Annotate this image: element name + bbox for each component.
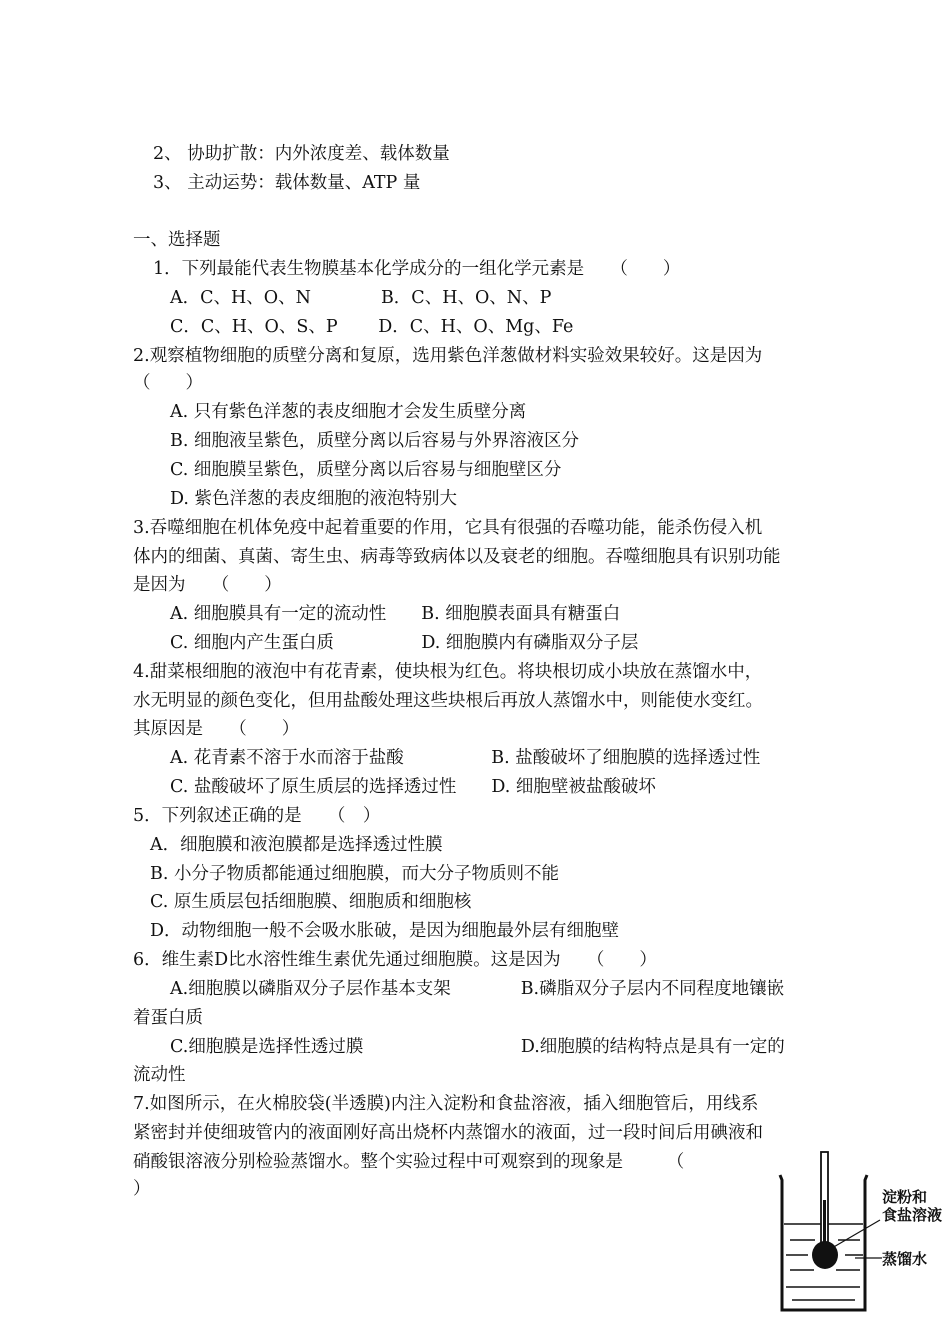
text-line: 一、选择题: [133, 230, 221, 250]
text-line: 7.如图所示，在火棉胶袋(半透膜)内注入淀粉和食盐溶液，插入细胞管后，用线系: [133, 1094, 759, 1114]
text-line: 6．维生素D比水溶性维生素优先通过细胞膜。这是因为 （ ）: [133, 950, 657, 970]
text-line: B. 细胞液呈紫色，质壁分离以后容易与外界溶液区分: [170, 431, 579, 451]
text-line: 5．下列叙述正确的是 （ ）: [133, 806, 381, 826]
text-line: 硝酸银溶液分别检验蒸馏水。整个实验过程中可观察到的现象是 （: [133, 1152, 685, 1172]
text-line: 3、 主动运势：载体数量、ATP 量: [153, 173, 421, 193]
text-line: A.细胞膜以磷脂双分子层作基本支架 B.磷脂双分子层内不同程度地镶嵌: [170, 979, 785, 999]
text-line: D．动物细胞一般不会吸水胀破，是因为细胞最外层有细胞壁: [150, 921, 620, 941]
text-line: ）: [133, 1179, 151, 1199]
text-line: 水无明显的颜色变化，但用盐酸处理这些块根后再放人蒸馏水中，则能使水变红。: [133, 691, 763, 711]
text-line: 是因为 （ ）: [133, 575, 282, 595]
text-line: 4.甜菜根细胞的液泡中有花青素，使块根为红色。将块根切成小块放在蒸馏水中，: [133, 662, 763, 682]
text-line: 3.吞噬细胞在机体免疫中起着重要的作用，它具有很强的吞噬功能，能杀伤侵入机: [133, 518, 763, 538]
text-line: D. 紫色洋葱的表皮细胞的液泡特别大: [170, 489, 458, 509]
text-line: 流动性: [133, 1065, 186, 1085]
text-line: A. 细胞膜具有一定的流动性 B. 细胞膜表面具有糖蛋白: [170, 604, 621, 624]
text-line: B. 小分子物质都能通过细胞膜，而大分子物质则不能: [150, 864, 559, 884]
text-line: 着蛋白质: [133, 1008, 203, 1028]
text-line: C. 原生质层包括细胞膜、细胞质和细胞核: [150, 892, 472, 912]
text-line: C. 细胞膜呈紫色，质壁分离以后容易与细胞壁区分: [170, 460, 562, 480]
label-starch-salt-line1: 淀粉和: [882, 1188, 928, 1206]
text-line: 紧密封并使细玻管内的液面刚好高出烧杯内蒸馏水的液面，过一段时间后用碘液和: [133, 1123, 763, 1143]
text-line: A. 花青素不溶于水而溶于盐酸 B. 盐酸破坏了细胞膜的选择透过性: [170, 748, 761, 768]
text-line: （ ）: [133, 373, 203, 393]
text-line: C. 细胞内产生蛋白质 D. 细胞膜内有磷脂双分子层: [170, 633, 639, 653]
label-distilled-water: 蒸馏水: [882, 1250, 928, 1268]
text-line: 其原因是 （ ）: [133, 719, 300, 739]
text-line: A．细胞膜和液泡膜都是选择透过性膜: [150, 835, 443, 855]
text-line: A. 只有紫色洋葱的表皮细胞才会发生质壁分离: [170, 402, 527, 422]
text-line: C. 盐酸破坏了原生质层的选择透过性 D. 细胞壁被盐酸破坏: [170, 777, 656, 797]
osmosis-beaker-figure: [770, 1140, 950, 1320]
text-line: C.细胞膜是选择性透过膜 D.细胞膜的结构特点是具有一定的: [170, 1037, 785, 1057]
text-line: 体内的细菌、真菌、寄生虫、病毒等致病体以及衰老的细胞。吞噬细胞具有识别功能: [133, 547, 781, 567]
text-line: 2、 协助扩散：内外浓度差、载体数量: [153, 144, 450, 164]
text-line: A．C、H、O、N B．C、H、O、N、P: [170, 288, 552, 308]
text-line: C．C、H、O、S、P D．C、H、O、Mg、Fe: [170, 317, 574, 337]
text-line: 1．下列最能代表生物膜基本化学成分的一组化学元素是 （ ）: [153, 259, 681, 279]
text-line: 2.观察植物细胞的质壁分离和复原，选用紫色洋葱做材料实验效果较好。这是因为: [133, 346, 763, 366]
beaker-diagram: [770, 1140, 950, 1320]
label-starch-salt-line2: 食盐溶液: [882, 1206, 943, 1224]
